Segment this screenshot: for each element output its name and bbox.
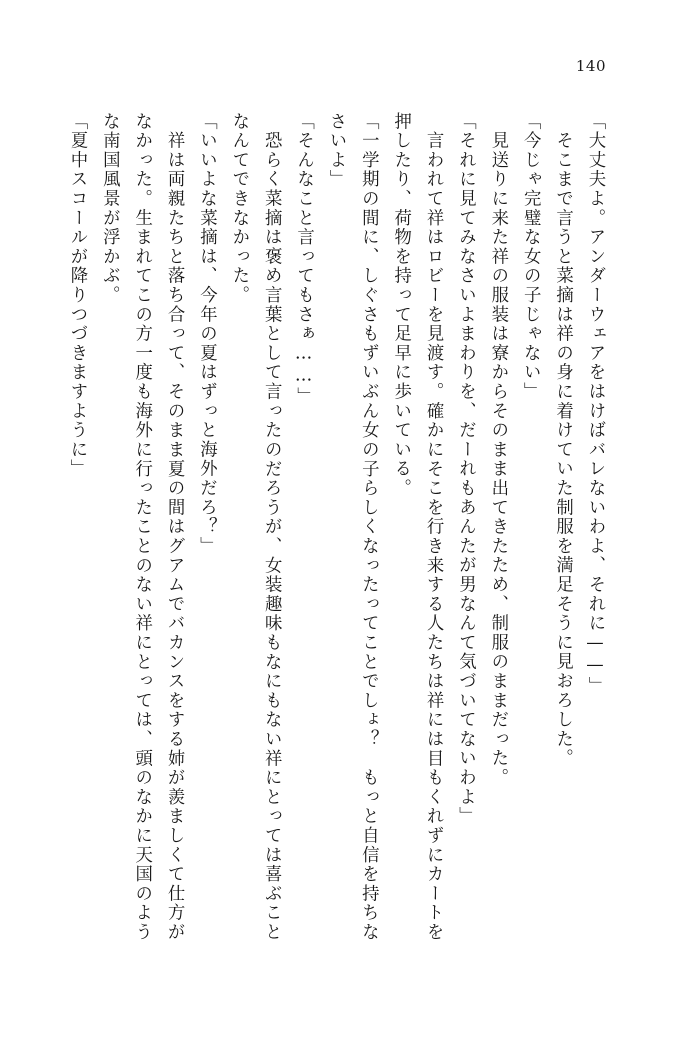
page-number: 140 <box>575 57 606 75</box>
paragraph: 「大丈夫よ。アンダーウェアをはけばバレないわよ、それに——」 <box>585 112 605 697</box>
paragraph: 「そんなこと言ってもさぁ……」 <box>293 112 314 407</box>
vertical-body-text <box>67 112 611 942</box>
paragraph: 「それに見てみなさいよまわりを、だーれもあんたが男なんて気づいてないわよ」 <box>455 112 476 827</box>
paragraph: 「夏中スコールが降りつづきますように」 <box>67 112 87 479</box>
paragraph: 恐らく菜摘は褒め言葉として言ったのだろうが、女装趣味もなにもない祥にとっては喜ぶことなんてできなかった。 <box>228 112 282 942</box>
paragraph: 「いいよな菜摘は、今年の夏はずっと海外だろ？」 <box>196 112 217 556</box>
paragraph: 言われて祥はロビーを見渡す。確かにそこを行き来する人たちは祥には目もくれずにカートを押したり、荷物を持って足早に歩いている。 <box>390 112 444 942</box>
paragraph: 見送りに来た祥の服装は寮からそのまま出てきたため、制服のままだった。 <box>487 112 508 788</box>
paragraph: 祥は両親たちと落ち合って、そのまま夏の間はグアムでバカンスをする姉が羨ましくて仕方がなかった。生まれてこの方一度も海外に行ったことのない祥にとっては、頭のなかに天国のような南国風景が浮かぶ。 <box>99 112 185 942</box>
paragraph: そこまで言うと菜摘は祥の身に着けていた制服を満足そうに見おろした。 <box>552 112 573 769</box>
paragraph: 「一学期の間に、しぐさもずいぶん女の子らしくなったってことでしょ？ もっと自信を持ちなさいよ」 <box>326 112 379 942</box>
paragraph: 「今じゃ完璧な女の子じゃない」 <box>520 112 541 402</box>
